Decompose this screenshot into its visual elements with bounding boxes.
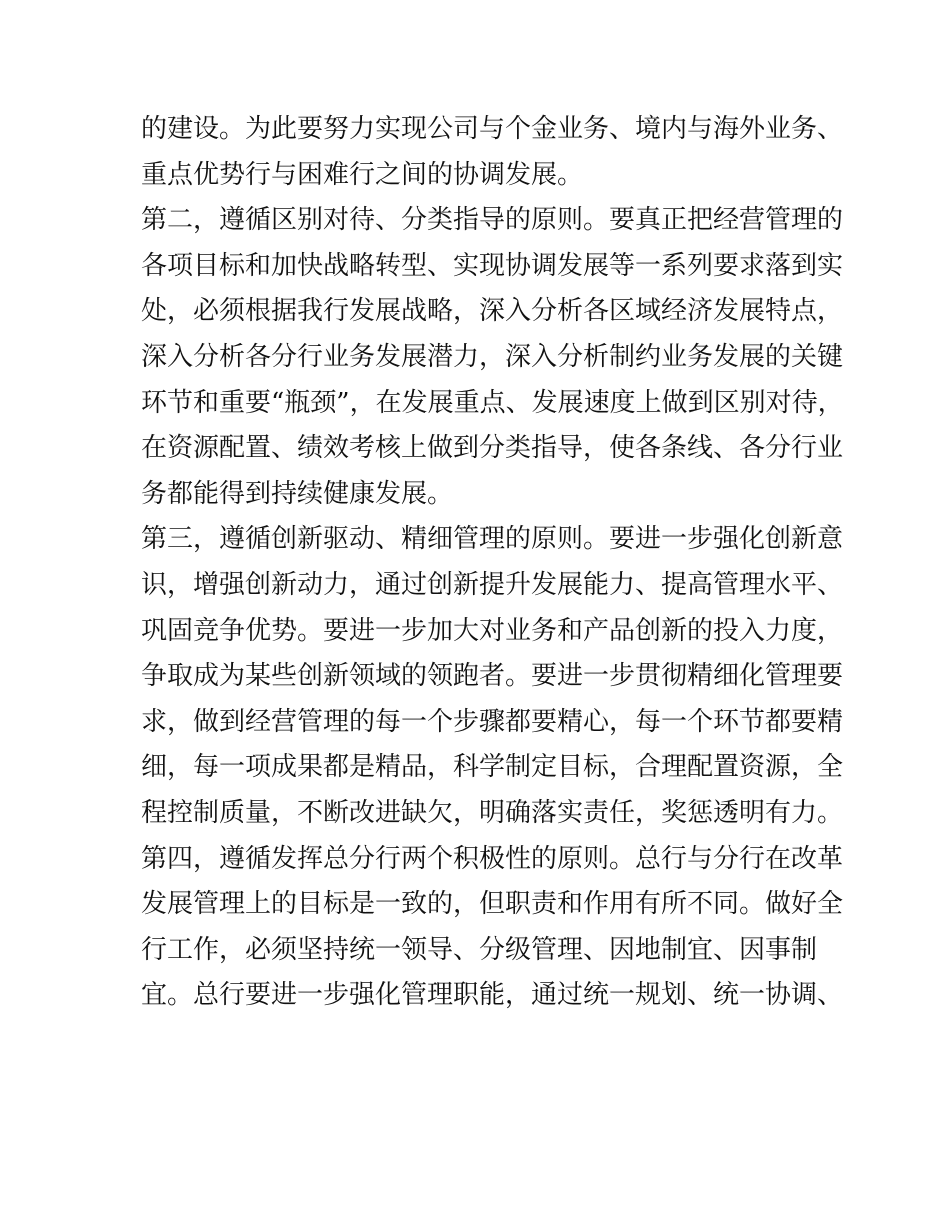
text-line: 争取成为某些创新领域的领跑者。要进一步贯彻精细化管理要 [141,661,844,692]
text-line: 第四，遵循发挥总分行两个积极性的原则。总行与分行在改革 [141,843,844,874]
text-line: 环节和重要“瓶颈”，在发展重点、发展速度上做到区别对待， [141,387,844,418]
document-body [141,107,844,1019]
text-line: 发展管理上的目标是一致的，但职责和作用有所不同。做好全 [141,889,844,920]
text-line: 细，每一项成果都是精品，科学制定目标，合理配置资源，全 [141,752,844,783]
text-line: 求，做到经营管理的每一个步骤都要精心，每一个环节都要精 [141,706,844,737]
text-line: 第二，遵循区别对待、分类指导的原则。要真正把经营管理的 [141,205,844,236]
text-line: 识，增强创新动力，通过创新提升发展能力、提高管理水平、 [141,569,844,600]
text-line: 程控制质量，不断改进缺欠，明确落实责任，奖惩透明有力。 [141,797,844,828]
text-line: 巩固竞争优势。要进一步加大对业务和产品创新的投入力度， [141,615,844,646]
text-line: 行工作，必须坚持统一领导、分级管理、因地制宜、因事制 [141,934,818,965]
text-line: 务都能得到持续健康发展。 [141,478,454,509]
text-line: 宜。总行要进一步强化管理职能，通过统一规划、统一协调、 [141,980,844,1011]
text-line: 处，必须根据我行发展战略，深入分析各区域经济发展特点， [141,296,844,327]
text-line: 深入分析各分行业务发展潜力，深入分析制约业务发展的关键 [141,341,844,372]
text-line: 在资源配置、绩效考核上做到分类指导，使各条线、各分行业 [141,433,844,464]
text-line: 重点优势行与困难行之间的协调发展。 [141,159,584,190]
text-line: 的建设。为此要努力实现公司与个金业务、境内与海外业务、 [141,114,844,144]
text-line: 各项目标和加快战略转型、实现协调发展等一系列要求落到实 [141,250,844,281]
text-line: 第三，遵循创新驱动、精细管理的原则。要进一步强化创新意 [141,524,844,555]
